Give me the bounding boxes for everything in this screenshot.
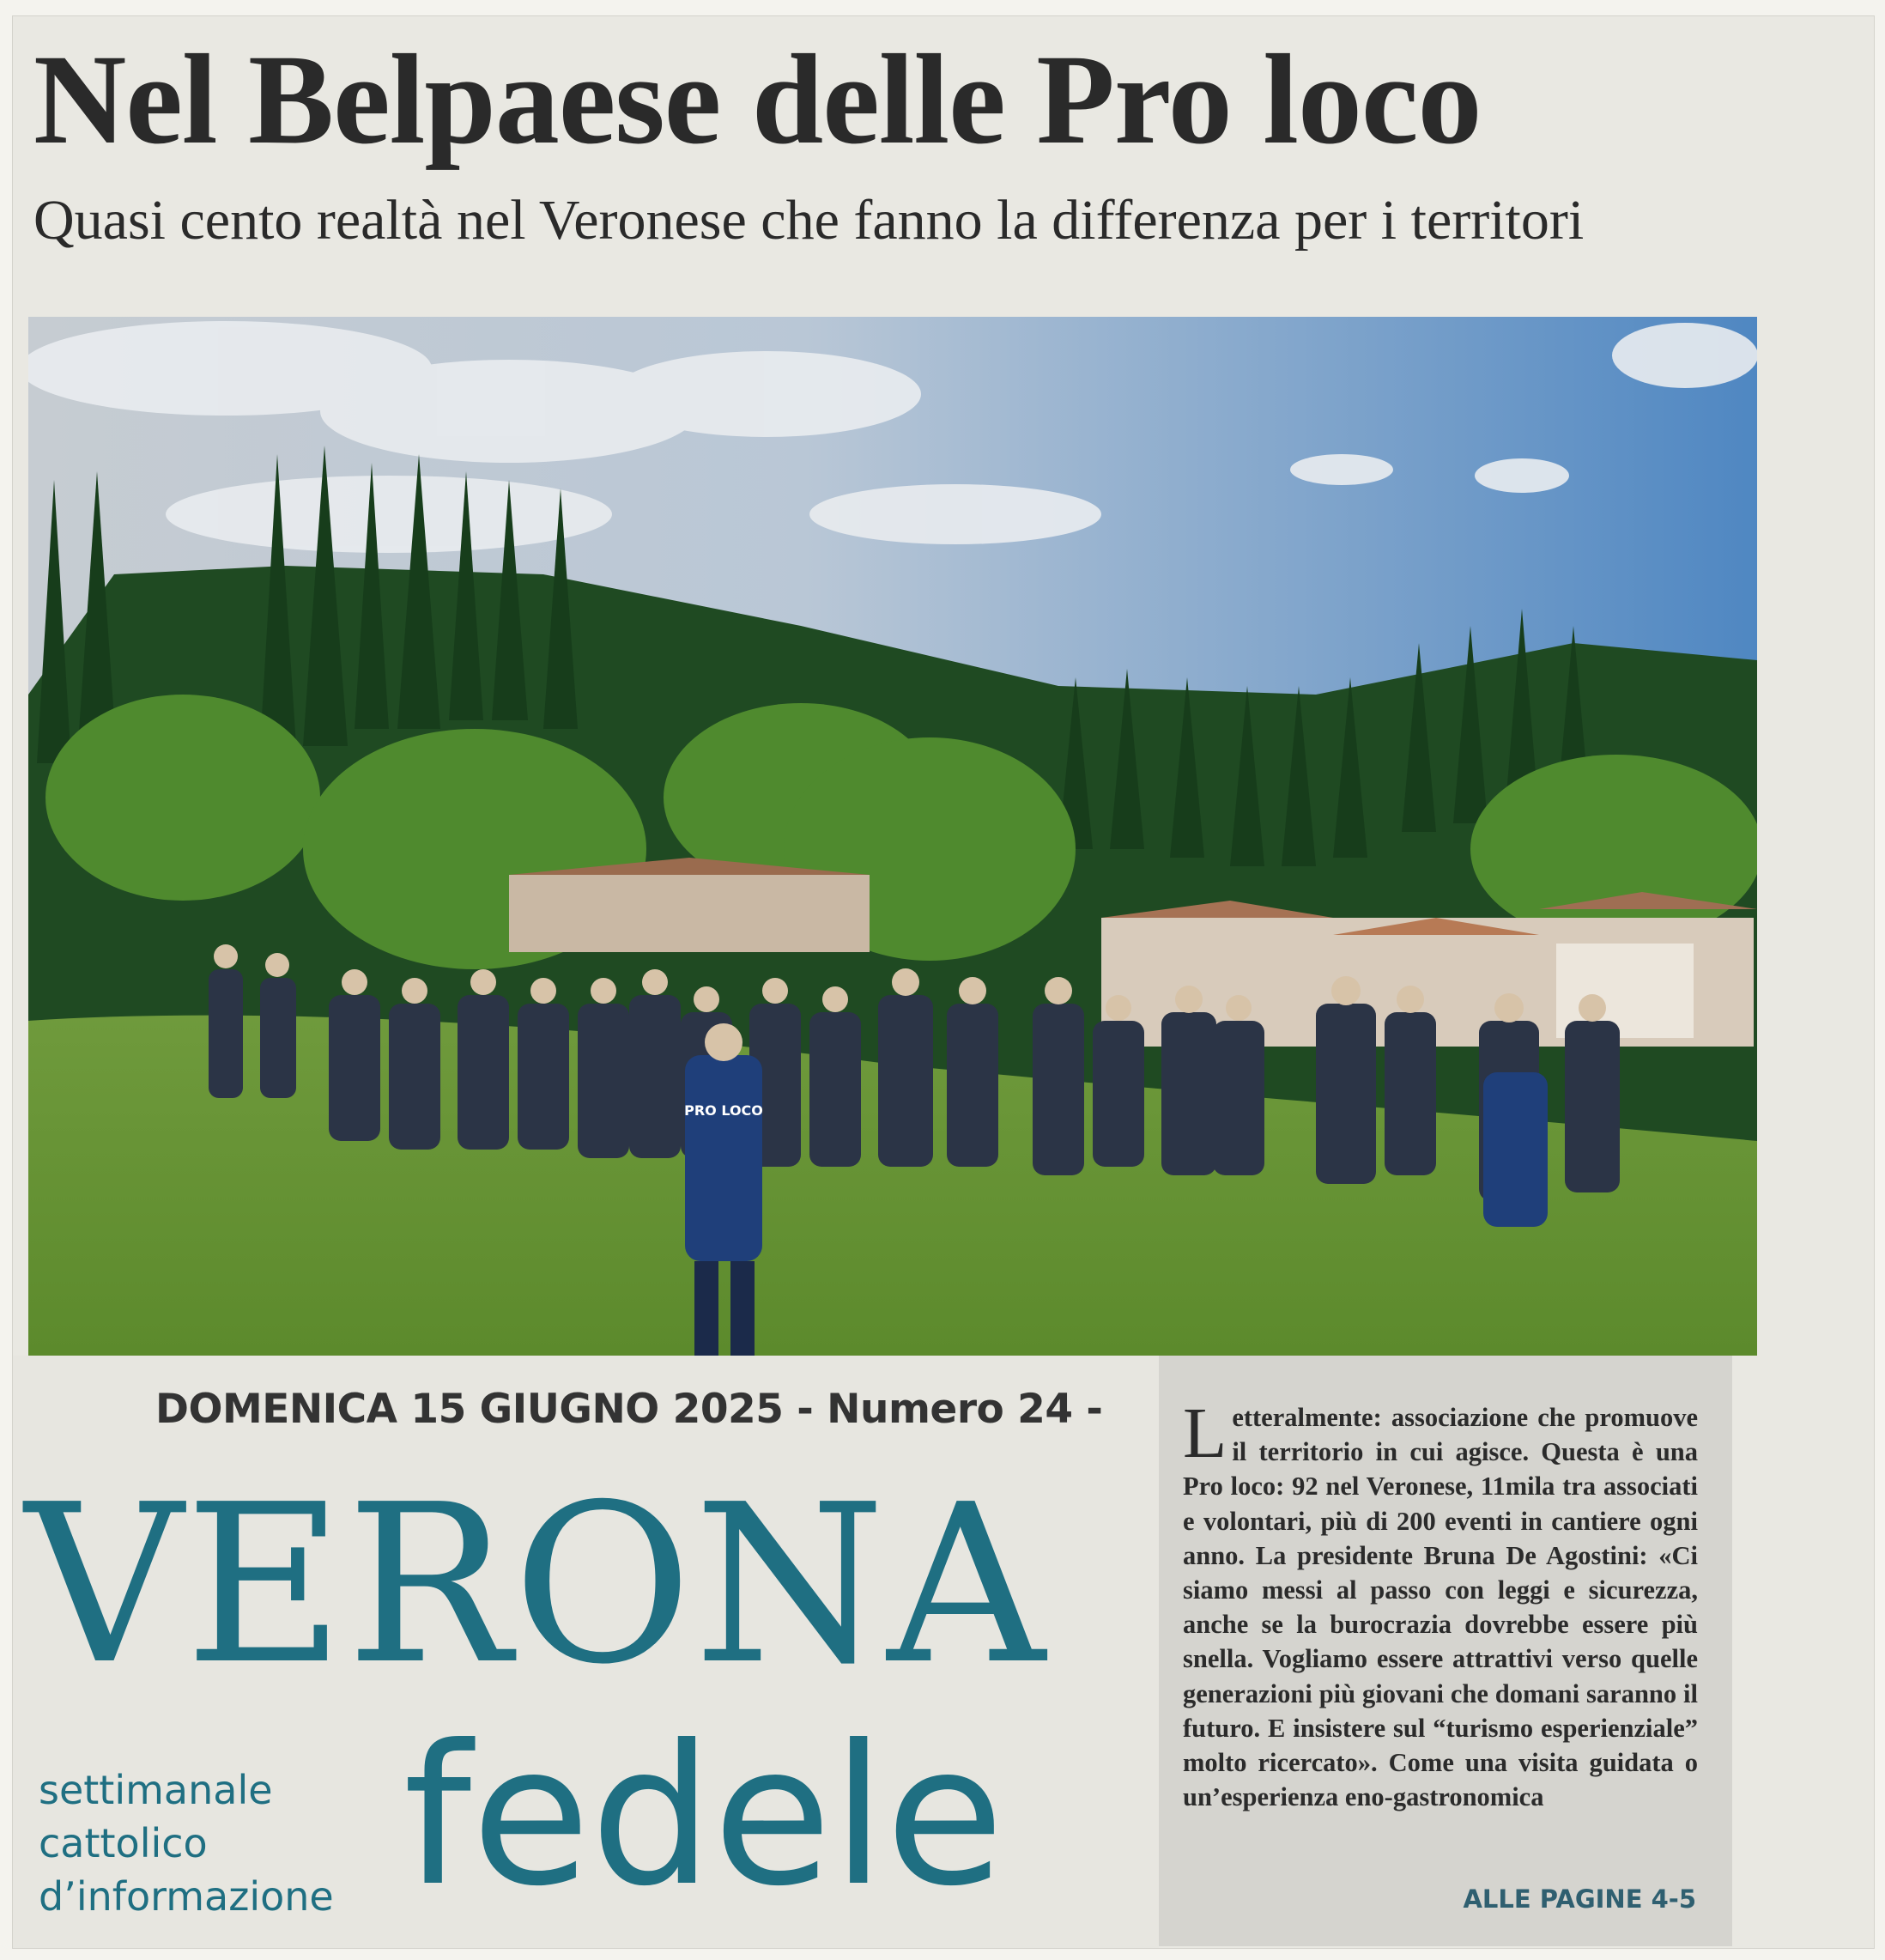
masthead-title-fedele: fedele [403, 1704, 1004, 1929]
article-summary [1183, 1393, 1698, 1814]
tagline-line: cattolico [39, 1820, 208, 1866]
page-reference: ALLE PAGINE 4-5 [1463, 1884, 1696, 1914]
vest-label: PRO LOCO [684, 1102, 763, 1119]
issue-dateline: DOMENICA 15 GIUGNO 2025 - Numero 24 - [155, 1386, 1103, 1433]
pro-loco-volunteer [685, 1055, 762, 1261]
subheadline: Quasi cento realtà nel Veronese che fanno la differenza per i territori [33, 189, 1585, 252]
article-summary-box [1159, 1356, 1732, 1946]
headline: Nel Belpaese delle Pro loco [33, 28, 1482, 171]
newspaper-front-page [12, 15, 1875, 1949]
tagline-line: settimanale [39, 1767, 273, 1813]
drop-cap: L [1183, 1393, 1227, 1473]
landscape-photo-illustration [28, 317, 1757, 1356]
masthead-title-verona: VERONA [25, 1458, 1047, 1713]
right-margin [1732, 1356, 1874, 1948]
summary-body: etteralmente: associazione che promuove il territorio in cui agisce. Questa è una Pro loco: 92 nel Veronese, 11mila tra associati e volontari, più di 200 eventi in cantiere ogni anno. La presidente Bruna De Agostini: «Ci siamo messi al passo con leggi e sicurezza, anche se la burocrazia dovrebbe essere più snella. Vogliamo essere attrattivi verso quelle generazioni più giovani che domani saranno il futuro. E insistere sul “turismo esperienziale” molto ricercato». Come una visita guidata o un’esperienza eno-gastronomica [1183, 1403, 1698, 1812]
tagline-line: d’informazione [39, 1873, 334, 1920]
masthead-tagline [39, 1763, 334, 1923]
cover-photo [28, 317, 1757, 1356]
